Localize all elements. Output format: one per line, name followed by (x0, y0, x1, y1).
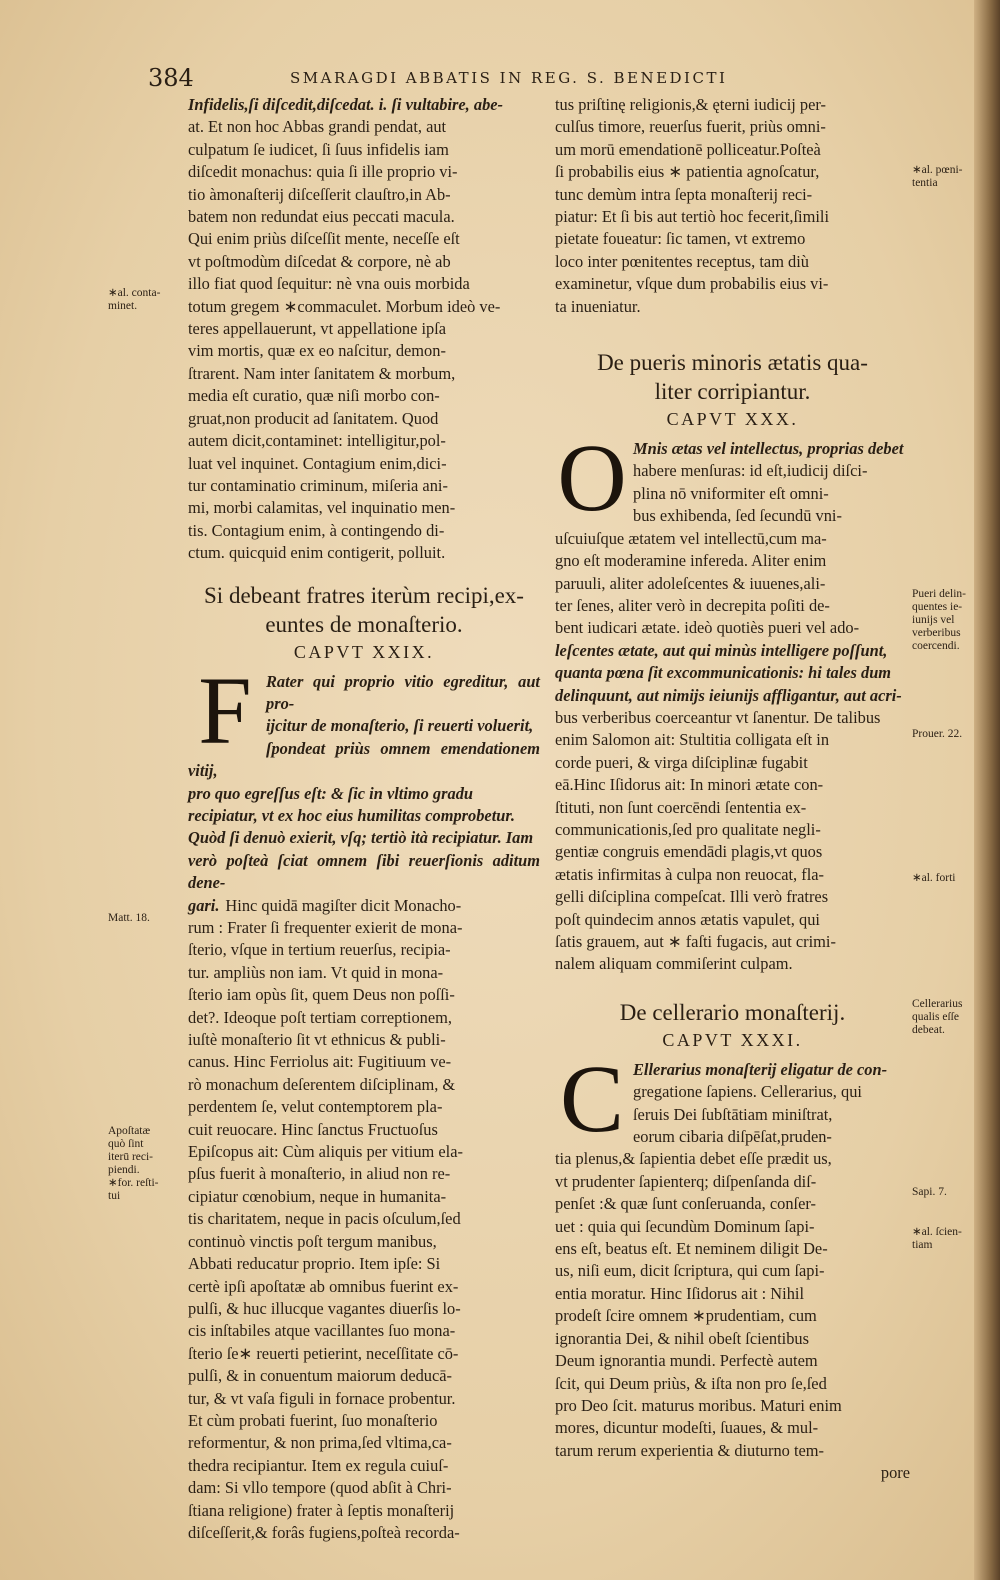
text-line: tunc demùm intra ſepta monaſterij reci- (555, 184, 813, 204)
text-line: delinquunt, aut nimijs ieiunijs affligantur, aut acri- (555, 685, 902, 705)
text-line: gregatione ſapiens. Cellerarius, qui (633, 1082, 862, 1102)
catchword: pore (880, 1463, 910, 1483)
text-line: mores, dicuntur modeſti, ſuaues, & mul- (555, 1418, 819, 1438)
rule-line: verò poſteà ſciat omnem ſibi reuerſionis aditum dene- (188, 850, 540, 893)
text-line: eorum cibaria diſpēſat,pruden- (633, 1127, 832, 1147)
right-column (555, 94, 965, 1485)
text-line: culpatum ſe iudicet, ſi ſuus infidelis iam (188, 139, 449, 159)
text-line: perdentem ſe, velut contemptorem pla- (188, 1097, 443, 1117)
text-line: pſus fuerit à monaſterio, in aliud non re- (188, 1164, 451, 1184)
text-line: Epiſcopus ait: Cùm aliquis per vitium ela- (188, 1142, 463, 1162)
text-line: ſeruis Dei ſubſtātiam miniſtrat, (633, 1104, 833, 1124)
rule-line: pro quo egreſſus eſt: & ſic in vltimo gradu (188, 783, 474, 803)
text-line: tur contaminatio criminum, miſeria ani- (188, 475, 448, 495)
text-line: Ellerarius monaſterij eligatur de con- (633, 1059, 888, 1079)
margin-note-right: ∗al. ſcien- tiam (912, 1226, 962, 1251)
text-line: vt poſtmodùm diſcedat & corpore, nè ab (188, 251, 451, 271)
text-line: rò monachum deſerentem diſciplinam, & (188, 1074, 456, 1094)
caput-30-label: CAPVT XXX. (666, 409, 799, 430)
section-title-31: De cellerario monaſterij. (619, 999, 846, 1025)
text-line: teres appellauerunt, vt appellatione ipſa (188, 319, 447, 339)
left-column (188, 94, 540, 1544)
text-line: ſtituti, non ſunt coercēndi ſententia ex- (555, 797, 807, 817)
section-title-line: liter corripiantur. (654, 379, 811, 405)
text-line: Deum ignorantia mundi. Perfectè autem (555, 1351, 818, 1371)
caput-31-label: CAPVT XXXI. (662, 1029, 803, 1050)
text-line: Infidelis,ſi diſcedit,diſcedat. i. ſi vultabire, abe- (188, 95, 503, 114)
text-line: gentiæ congruis emendādi plagis,vt quos (555, 842, 823, 862)
left-bottom-paragraph (188, 917, 540, 1544)
text-line: ſcit, qui Deum priùs, & iſta non pro ſe,ſed (555, 1373, 827, 1393)
text-line: ætatis infirmitas à culpa non reuocat, fla- (555, 864, 824, 884)
text-line: cis inſtabiles atque vacillantes ſuo mona- (188, 1321, 456, 1341)
margin-note-left: Matt. 18. (108, 912, 150, 924)
text-line: plina nō vniformiter eſt omni- (633, 483, 829, 503)
text-line: tis charitatem, neque in pacis oſculum,ſed (188, 1209, 461, 1229)
text-line: us, niſi eum, dicit ſcriptura, qui cum ſapi- (555, 1261, 825, 1281)
text-line: cipiatur cœnobium, neque in humanita- (188, 1186, 447, 1206)
text-line: luat vel inquinet. Contagium enim,dici- (188, 453, 447, 473)
margin-note-right: Pueri delin- quentes ie- iunijs vel verberibus coercendi. (912, 588, 966, 652)
text-line: uſcuiuſque ætatem vel intellectū,cum ma- (555, 528, 827, 548)
rule-paragraph-29 (188, 656, 540, 917)
text-line: poſt quindecim annos ætatis vapulet, qui (555, 909, 820, 929)
text-line: communicationis,ſed pro qualitate negli- (555, 819, 821, 839)
text-line: batem non redundat eius peccati macula. (188, 207, 455, 227)
text-line: ſterio ſe∗ reuerti petierint, neceſſitate cō- (188, 1343, 459, 1363)
text-line: ter ſenes, aliter verò in decrepita poſiti de- (555, 595, 830, 615)
text-line: prodeſt ſcire omnem ∗prudentiam, cum (555, 1306, 817, 1326)
text-line: habere menſuras: id eſt,iudicij diſci- (633, 461, 868, 481)
text-line: ens eſt, beatus eſt. Et neminem diligit De- (555, 1239, 828, 1259)
text-line: ta inueniatur. (555, 296, 641, 316)
right-top-paragraph (555, 94, 965, 318)
running-head (140, 64, 840, 96)
text-line: examinetur, vſque dum probabilis eius vi- (555, 274, 829, 294)
drop-cap: O (557, 424, 627, 532)
text-line: thedra recipiantur. Item ex regula cuiuſ- (188, 1455, 449, 1475)
text-line: loco inter pœnitentes receptus, tam diù (555, 251, 809, 271)
rule-line: Rater qui proprio vitio egreditur, aut pro- (266, 671, 540, 713)
drop-cap: F (198, 656, 252, 764)
text-line: ſi probabilis eius ∗ patientia agnoſcatur, (555, 162, 820, 182)
text-line: Qui enim priùs diſceſſit mente, neceſſe eſt (188, 229, 460, 249)
text-line: paruuli, aliter adoleſcentes & iuuenes,ali- (555, 573, 826, 593)
text-line: ſatis grauem, aut ∗ faſti fugacis, aut crimi- (555, 932, 836, 951)
margin-note-right: Prouer. 22. (912, 728, 963, 740)
text-line: mi, morbi calamitas, vel inquinatio men- (188, 498, 456, 518)
rule-line: gari. (188, 895, 220, 915)
page-number: 384 (148, 64, 194, 92)
text-line: pulſi, & huc illucque vagantes diuerſis lo- (188, 1298, 461, 1318)
rule-line: ijcitur de monaſterio, ſi reuerti voluerit, (266, 716, 534, 736)
margin-note-left: ∗al. conta- minet. (108, 287, 161, 312)
left-top-paragraph (188, 94, 540, 565)
text-line: pulſi, & in conuentum maiorum deducā- (188, 1366, 453, 1386)
rule-line: recipiatur, vt ex hoc eius humilitas comprobetur. (188, 805, 515, 825)
section-title-29 (188, 581, 540, 639)
margin-note-right: ∗al. forti (912, 872, 956, 884)
text-line: continuò vinctis poſt tergum manibus, (188, 1231, 437, 1251)
text-line: at. Et non hoc Abbas grandi pendat, aut (188, 117, 447, 137)
text-line: um morū emendationē polliceatur.Poſteà (555, 139, 821, 159)
running-title: SMARAGDI ABBATIS IN REG. S. BENEDICTI (290, 69, 728, 87)
text-line: nalem aliquam commiſerint culpam. (555, 954, 793, 974)
paragraph-30-cont (555, 528, 965, 976)
text-line: vt prudenter ſapienterq; diſpenſanda diſ- (555, 1171, 817, 1191)
text-line: canus. Hinc Ferriolus ait: Fugitiuum ve- (188, 1052, 452, 1072)
text-line: tio àmonaſterij diſceſſerit clauſtro,in Ab- (188, 184, 451, 204)
section-title-30 (555, 348, 910, 406)
text-line: totum gregem ∗commaculet. Morbum ideò ve- (188, 296, 501, 316)
text-line: ignorantia Dei, & nihil obeſt ſcientibus (555, 1328, 810, 1348)
rule-line: Quòd ſi denuò exierit, vſq; tertiò ità recipiatur. Iam (188, 828, 534, 848)
text-line: enim Salomon ait: Stultitia colligata eſt in (555, 730, 830, 750)
text-line: Hinc quidā magiſter dicit Monacho- (225, 895, 462, 915)
rule-line: ſpondeat priùs omnem emendationem vitij, (188, 738, 540, 781)
text-line: eā.Hinc Iſidorus ait: In minori ætate con- (555, 775, 824, 795)
text-line: tus priſtinę religionis,& ęterni iudicij per- (555, 95, 826, 114)
text-line: tarum rerum experientia & diuturno tem- (555, 1440, 824, 1460)
text-line: piatur: Et ſi bis aut tertiò hoc fecerit,ſimili (555, 207, 830, 227)
margin-note-right: ∗al. pœni- tentia (912, 164, 963, 189)
text-line: Abbati reducatur proprio. Item ipſe: Si (188, 1254, 441, 1274)
text-line: reformentur, & non prima,ſed vltima,ca- (188, 1433, 452, 1453)
section-title-line: euntes de monaſterio. (265, 611, 463, 637)
text-line: tis. Contagium enim, à contingendo di- (188, 520, 445, 540)
text-line: certè ipſi apoſtatæ ab omnibus fuerint ex- (188, 1276, 459, 1296)
text-line: bent iudicari ætate. ideò quotiès pueri vel ado- (555, 618, 860, 638)
text-line: pietate foueatur: ſic tamen, vt extremo (555, 229, 806, 249)
text-line: Mnis ætas vel intellectus, proprias debet (633, 439, 904, 459)
text-line: autem dicit,contaminet: intelligitur,pol- (188, 431, 446, 451)
paragraph-30 (555, 424, 910, 532)
text-line: media eſt curatio, quæ niſi morbo con- (188, 386, 440, 406)
text-line: vim mortis, quæ ex eo naſcitur, demon- (188, 341, 446, 361)
text-line: ſterio iam opùs ſit, quem Deus non poſſi- (188, 985, 455, 1005)
book-spine (974, 0, 1000, 1580)
text-line: bus verberibus coerceantur vt ſanentur. De talibus (555, 707, 881, 727)
text-line: dam: Si vllo tempore (quod abſit à Chri- (188, 1478, 452, 1498)
caput-29-label: CAPVT XXIX. (293, 641, 435, 662)
text-line: uet : quia qui ſecundùm Dominum ſapi- (555, 1216, 815, 1236)
text-line: diſcedit monachus: quia ſi ille proprio vi- (188, 162, 458, 182)
text-line: iuſtè monaſterio ſit vt ethnicus & publi- (188, 1030, 446, 1050)
text-line: quanta pœna ſit excommunicationis: hi tales dum (555, 663, 892, 683)
text-line: rum : Frater ſi frequenter exierit de mona- (188, 918, 463, 937)
text-line: ſterio, vſque in tertium reuerſus, recipia- (188, 940, 451, 960)
text-line: pro Deo ſcit. maturus moribus. Maturi enim (555, 1395, 842, 1415)
text-line: corde pueri, & virga diſciplinæ fugabit (555, 752, 808, 772)
text-line: bus exhibenda, ſed ſecundū vni- (633, 506, 842, 526)
margin-note-right: Cellerarius qualis eſſe debeat. (912, 998, 963, 1036)
text-line: ctum. quicquid enim contigerit, polluit. (188, 543, 446, 563)
text-line: illo fiat quod ſequitur: nè vna ouis morbida (188, 274, 470, 294)
text-line: det?. Ideoque poſt tertiam correptionem, (188, 1007, 452, 1027)
text-line: tur. ampliùs non iam. Vt quid in mona- (188, 962, 444, 982)
text-line: leſcentes ætate, aut qui minùs intelligere poſſunt, (555, 640, 888, 660)
text-line: Et cùm probati fuerint, ſuo monaſterio (188, 1410, 438, 1430)
section-title-line: Si debeant fratres iterùm recipi,ex- (204, 582, 524, 608)
section-title-line: De pueris minoris ætatis qua- (597, 350, 868, 376)
margin-note-left: Apoſtatæ quò ſint iterū reci- piendi. ∗for. reſti- tui (108, 1125, 159, 1202)
paragraph-31-cont (555, 1148, 965, 1484)
text-line: ſtrarent. Nam inter ſanitatem & morbum, (188, 363, 456, 383)
text-line: ſtiana religione) frater à ſeptis monaſterij (188, 1500, 455, 1520)
text-line: entia moratur. Hinc Iſidorus ait : Nihil (555, 1283, 804, 1303)
text-line: tia plenus,& ſapientia debet eſſe prædit us, (555, 1149, 832, 1169)
margin-note-right: Sapi. 7. (912, 1186, 947, 1198)
text-line: tur, & vt vaſa figuli in fornace probentur. (188, 1388, 456, 1408)
drop-cap: C (559, 1044, 625, 1152)
text-line: gruat,non producit ad ſanitatem. Quod (188, 408, 439, 428)
text-line: culſus timore, reuerſus fuerit, priùs omni- (555, 117, 826, 137)
text-line: cuit reuocare. Hinc ſanctus Fructuoſus (188, 1119, 438, 1139)
text-line: penſet :& quæ ſunt conſeruanda, conſer- (555, 1194, 816, 1214)
paragraph-31 (555, 1044, 910, 1152)
text-line: diſceſſerit,& forâs fugiens,poſteà recorda- (188, 1522, 460, 1542)
text-line: gno eſt moderamine infereda. Aliter enim (555, 551, 827, 571)
text-line: gelli diſciplina compeſcat. Illi verò fratres (555, 887, 829, 907)
